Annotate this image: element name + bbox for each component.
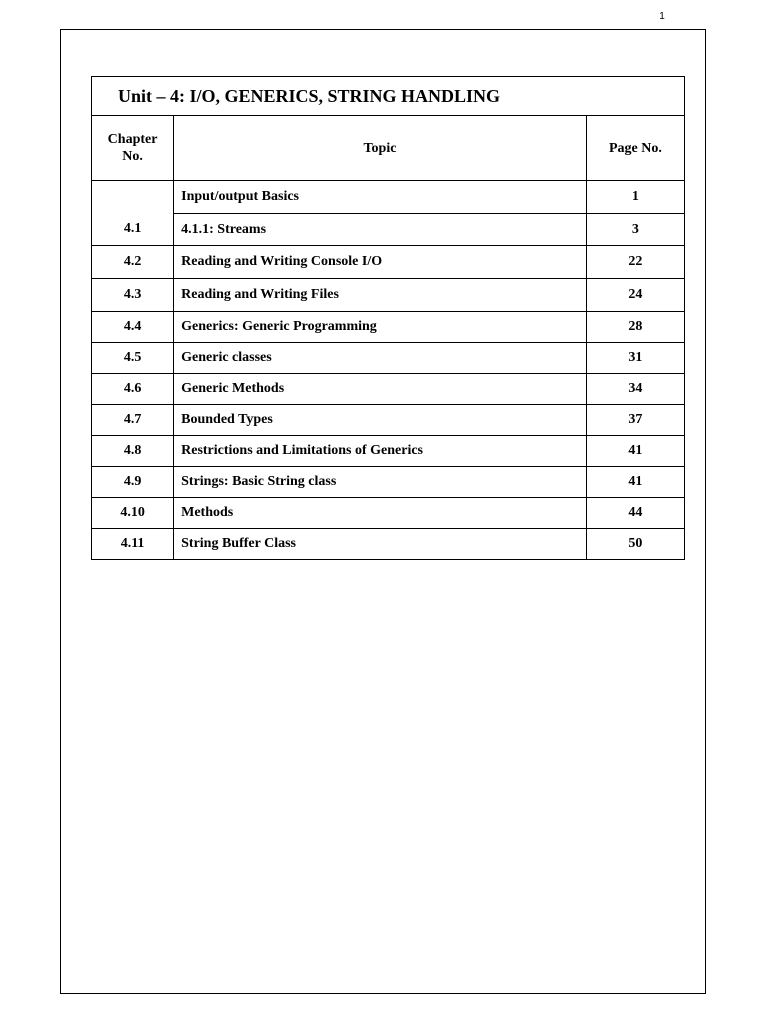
chapter-cell: 4.7: [92, 405, 174, 436]
chapter-cell: 4.11: [92, 529, 174, 560]
topic-cell: String Buffer Class: [174, 529, 587, 560]
table-row: [92, 181, 685, 214]
chapter-cell: 4.5: [92, 343, 174, 374]
table-row: [92, 214, 685, 246]
table-row: [92, 436, 685, 467]
table-row: [92, 405, 685, 436]
topic-cell: Restrictions and Limitations of Generics: [174, 436, 587, 467]
table-row: [92, 343, 685, 374]
table-row: [92, 279, 685, 312]
topic-cell: Reading and Writing Files: [174, 279, 587, 312]
table-row: [92, 498, 685, 529]
page-cell: 31: [586, 343, 684, 374]
chapter-cell: 4.3: [92, 279, 174, 312]
table-row: [92, 246, 685, 279]
topic-cell: 4.1.1: Streams: [174, 214, 587, 246]
topic-cell: Methods: [174, 498, 587, 529]
table-of-contents: [91, 76, 685, 560]
page-cell: 41: [586, 436, 684, 467]
table-row: [92, 529, 685, 560]
header-row: [92, 116, 685, 181]
table-row: [92, 312, 685, 343]
topic-cell: Reading and Writing Console I/O: [174, 246, 587, 279]
topic-cell: Input/output Basics: [174, 181, 587, 214]
page-cell: 22: [586, 246, 684, 279]
topic-cell: Generics: Generic Programming: [174, 312, 587, 343]
topic-cell: Generic classes: [174, 343, 587, 374]
page-cell: 44: [586, 498, 684, 529]
chapter-cell: 4.10: [92, 498, 174, 529]
header-chapter: [92, 116, 174, 181]
topic-cell: Generic Methods: [174, 374, 587, 405]
header-page: Page No.: [586, 116, 684, 181]
chapter-cell: 4.2: [92, 246, 174, 279]
page-number: 1: [659, 11, 665, 22]
header-chapter-text: Chapter No.: [107, 132, 158, 164]
chapter-cell: 4.8: [92, 436, 174, 467]
chapter-cell: 4.1: [92, 214, 174, 246]
header-topic: Topic: [174, 116, 587, 181]
page-cell: 50: [586, 529, 684, 560]
page-cell: 28: [586, 312, 684, 343]
chapter-cell: 4.6: [92, 374, 174, 405]
chapter-cell: [92, 181, 174, 214]
page-cell: 3: [586, 214, 684, 246]
page-cell: 24: [586, 279, 684, 312]
table-row: [92, 374, 685, 405]
topic-cell: Bounded Types: [174, 405, 587, 436]
chapter-cell: 4.9: [92, 467, 174, 498]
page-cell: 1: [586, 181, 684, 214]
topic-cell: Strings: Basic String class: [174, 467, 587, 498]
unit-title: Unit – 4: I/O, GENERICS, STRING HANDLING: [92, 77, 685, 116]
chapter-cell: 4.4: [92, 312, 174, 343]
table-row: [92, 467, 685, 498]
page-cell: 37: [586, 405, 684, 436]
page-cell: 34: [586, 374, 684, 405]
page-cell: 41: [586, 467, 684, 498]
unit-title-row: [92, 77, 685, 116]
